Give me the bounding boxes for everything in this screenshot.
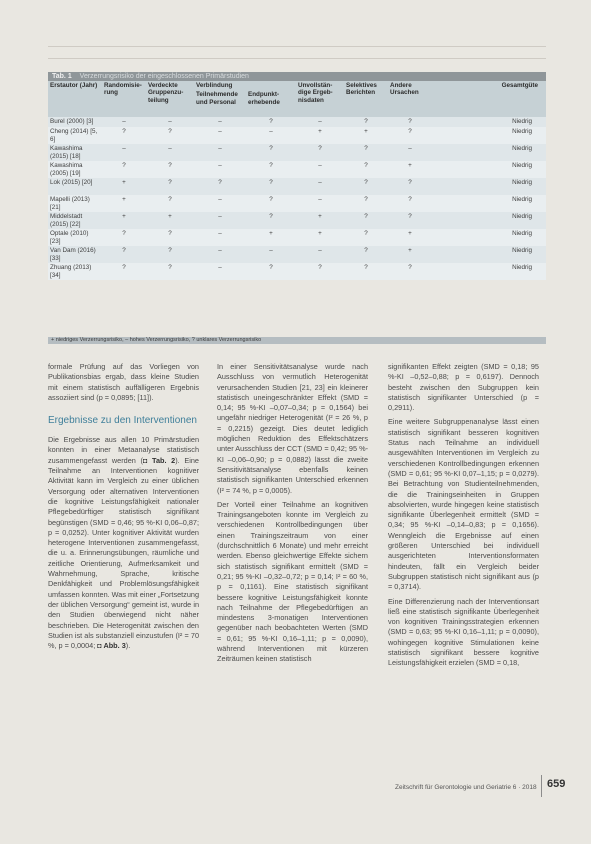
cell-rating: ? <box>146 246 194 263</box>
cell-author: Burel (2000) [3] <box>48 117 102 127</box>
top-rule-2 <box>48 58 546 59</box>
text-column-2 <box>217 362 368 669</box>
cell-rating: + <box>344 127 388 144</box>
cell-rating: ? <box>102 246 146 263</box>
table-caption: Verzerrungsrisiko der eingeschlossenen Primärstudien <box>79 73 249 80</box>
cell-rating: ? <box>344 178 388 195</box>
table-row <box>48 117 546 127</box>
header-incomplete: Unvollstän-dige Ergeb-nisdaten <box>296 81 344 117</box>
cell-rating: – <box>146 117 194 127</box>
cell-rating: ? <box>344 161 388 178</box>
cell-rating: ? <box>344 195 388 212</box>
cell-author: Lok (2015) [20] <box>48 178 102 195</box>
cell-rating: + <box>388 229 432 246</box>
cell-rating: – <box>296 178 344 195</box>
table-row <box>48 229 546 246</box>
cell-rating: ? <box>344 246 388 263</box>
cell-quality: Niedrig <box>432 229 546 246</box>
table-title-bar <box>48 72 546 81</box>
header-blinding: Verblindung <box>194 81 296 90</box>
cell-rating: ? <box>246 195 296 212</box>
paragraph: Eine Differenzierung nach der Interventionsart ließ eine statistisch signifikante Überlegenheit von kognitiven Trainingsstrategien erkennen (SMD = 0,63; 95 %-KI 0,16–1,11; p = 0,0090), wohingegen kognitive Stimulationen keine statistisch signifikant bessere kognitive Leistungsfähigkeit erzielen (SMD = 0,18, <box>388 596 539 668</box>
header-other: Andere Ursachen <box>388 81 432 117</box>
cell-rating: + <box>296 229 344 246</box>
paragraph: formale Prüfung auf das Vorliegen von Publikationsbias ergab, dass kleine Studien mit einem statistisch auffälligeren Ergebnis assoziiert sind (p = 0,0895; [11]). <box>48 362 199 402</box>
cell-rating: ? <box>296 263 344 280</box>
cell-rating: + <box>102 195 146 212</box>
cell-rating: ? <box>388 178 432 195</box>
table-label: Tab. 1 <box>52 73 72 80</box>
header-blind-outcome: Endpunkt-erhebende <box>246 90 296 117</box>
table-row <box>48 212 546 229</box>
cell-rating: ? <box>388 117 432 127</box>
text-run: ). <box>125 641 131 651</box>
cell-rating: ? <box>344 229 388 246</box>
cell-quality: Niedrig <box>432 195 546 212</box>
cell-rating: ? <box>388 127 432 144</box>
cell-rating: ? <box>344 144 388 161</box>
header-selective: Selektives Berichten <box>344 81 388 117</box>
cell-rating: – <box>246 246 296 263</box>
cell-rating: + <box>296 127 344 144</box>
cell-rating: ? <box>344 263 388 280</box>
cell-rating: ? <box>388 263 432 280</box>
cell-rating: ? <box>146 178 194 195</box>
table-row <box>48 161 546 178</box>
cell-rating: – <box>102 144 146 161</box>
cell-rating: – <box>194 127 246 144</box>
figure-reference-link[interactable]: ◘ Abb. 3 <box>97 641 126 651</box>
text-run: Die Ergebnisse aus allen 10 Primärstudien konnten in einer Metaanalyse statistisch zusammengefasst werden ( <box>48 435 199 465</box>
journal-name: Zeitschrift für Gerontologie und Geriatrie 6 · 2018 <box>395 784 537 791</box>
table-row <box>48 178 546 195</box>
cell-rating: ? <box>246 161 296 178</box>
cell-rating: ? <box>102 127 146 144</box>
cell-rating: + <box>388 246 432 263</box>
cell-rating: ? <box>102 263 146 280</box>
cell-author: Zhuang (2013) [34] <box>48 263 102 280</box>
cell-rating: ? <box>246 144 296 161</box>
cell-quality: Niedrig <box>432 263 546 280</box>
text-column-1 <box>48 362 199 655</box>
cell-rating: ? <box>246 178 296 195</box>
cell-rating: ? <box>146 229 194 246</box>
cell-rating: – <box>296 246 344 263</box>
header-randomization: Randomisie-rung <box>102 81 146 117</box>
top-rule <box>48 46 546 47</box>
section-heading: Ergebnisse zu den Interventionen <box>48 415 197 427</box>
cell-author: Middelstadt (2015) [22] <box>48 212 102 229</box>
cell-author: Cheng (2014) [5, 6] <box>48 127 102 144</box>
cell-quality: Niedrig <box>432 178 546 195</box>
cell-rating: – <box>102 117 146 127</box>
cell-rating: ? <box>146 161 194 178</box>
cell-rating: ? <box>146 195 194 212</box>
cell-rating: + <box>146 212 194 229</box>
cell-rating: ? <box>246 263 296 280</box>
header-concealment: Verdeckte Gruppenzu-teilung <box>146 81 194 117</box>
cell-rating: ? <box>296 144 344 161</box>
cell-rating: – <box>388 144 432 161</box>
cell-rating: ? <box>194 178 246 195</box>
paragraph: In einer Sensitivitätsanalyse wurde nach Ausschluss von vermutlich Heterogenität verursachenden Studien [21, 23] ein kleinerer statistisch uneingeschränkter Effekt (SMD = 0,14; 95 %-KI –0,07–0,34; p = 0,1564) bei ungefähr niedriger Heterogenität (I² = 26 %, p = 0,2215) gezeigt. Dies deutet lediglich möglichen Reduktion des Effektschätzers unter Ausschluss der CCT (SMD = 0,42; 95 %-KI –0,06–0,90; p = 0,0882) lässt die zweite Sensitivitätsanalyse ebenfalls keinen statistisch signifikanten Unterschied erkennen (I² = 74 %, p = 0,0005). <box>217 362 368 495</box>
cell-rating: ? <box>146 127 194 144</box>
cell-rating: + <box>246 229 296 246</box>
cell-rating: – <box>194 246 246 263</box>
cell-rating: ? <box>344 212 388 229</box>
cell-rating: + <box>296 212 344 229</box>
cell-author: Kawashima (2015) [18] <box>48 144 102 161</box>
cell-rating: – <box>194 229 246 246</box>
table-row <box>48 127 546 144</box>
cell-rating: – <box>146 144 194 161</box>
table-row <box>48 246 546 263</box>
cell-rating: ? <box>102 161 146 178</box>
cell-rating: – <box>194 195 246 212</box>
cell-rating: + <box>102 212 146 229</box>
cell-rating: – <box>296 195 344 212</box>
page-number: 659 <box>547 778 566 790</box>
cell-rating: – <box>296 161 344 178</box>
cell-rating: ? <box>246 212 296 229</box>
paragraph <box>48 435 199 651</box>
cell-author: Mapelli (2013) [21] <box>48 195 102 212</box>
cell-rating: + <box>388 161 432 178</box>
cell-rating: + <box>102 178 146 195</box>
header-quality: Gesamtgüte <box>432 81 546 117</box>
cell-quality: Niedrig <box>432 212 546 229</box>
risk-of-bias-table <box>48 81 546 280</box>
cell-rating: ? <box>388 195 432 212</box>
cell-rating: ? <box>146 263 194 280</box>
cell-quality: Niedrig <box>432 246 546 263</box>
table-row <box>48 195 546 212</box>
header-blind-participants: Teilnehmende und Personal <box>194 90 246 117</box>
cell-rating: – <box>194 117 246 127</box>
cell-rating: – <box>246 127 296 144</box>
cell-rating: ? <box>388 212 432 229</box>
cell-author: Van Dam (2016) [33] <box>48 246 102 263</box>
paragraph: Eine weitere Subgruppenanalyse lässt einen statistisch signifikant besseren kognitiven Status nach Teilnahme an individuell ausgewählten Interventionen im Vergleich zu verschiedenen Kontrollbedingungen erkennen (SMD = 0,61; 95 %-KI 0,07–1,15; p = 0,0279). Bei Betrachtung von Studienteilnehmenden, die die Trainingseinheiten in Gruppen absolvierten, wurde hingegen keine statistisch signifikante Überlegenheit ermittelt (SMD = 0,34; 95 %-KI –0,14–0,83; p = 0,1656). Wenngleich die Ergebnisse auf einen größeren Unterschied bei individuell ausgerichteten Interventionsformaten hindeuten, fällt ein Vergleich beider Subgruppen statistisch nicht signifikant aus (p = 0,3714). <box>388 417 539 592</box>
table-reference-link[interactable]: ◘ Tab. 2 <box>142 455 176 465</box>
paragraph: signifikanten Effekt zeigten (SMD = 0,18; 95 %-KI –0,52–0,88; p = 0,6197). Dennoch besteht zwischen den Subgruppen kein statistisch signifikanter Unterschied (p = 0,2911). <box>388 362 539 413</box>
footer-divider <box>541 775 542 797</box>
text-run: ). Eine Teilnahme an Interventionen kognitiver Aktivität kann im Vergleich zu einer üblichen Versorgung oder alternativen Interventionen die kognitive Leistungsfähigkeit nationaler Pflegebedürftiger statistisch signifikant begünstigen (SMD = 0,46; 95 %-KI 0,06–0,87; p = 0,0252). Unter kognitiver Aktivität wurden heterogene Interventionen zusammengefasst, die u. a. Erinnerungsübungen, räumliche und zeitliche Orientierung, Aufmerksamkeit und Wahrnehmung, Sprache, kritische Denkfähigkeit und Problemlösungsfähigkeit umfassen konnten. Was mit einer „Fortsetzung der üblichen Versorgung“ gemeint ist, wurde in den Studien überwiegend nicht näher beschrieben. Die Heterogenität zwischen den Studien ist als substanziell einzustufen (I² = 70 %, p = 0,0004; <box>48 455 200 651</box>
header-author: Erstautor (Jahr) <box>48 81 102 117</box>
cell-rating: – <box>296 117 344 127</box>
cell-rating: – <box>194 263 246 280</box>
cell-rating: ? <box>344 117 388 127</box>
table-footnote: + niedriges Verzerrungsrisiko, – hohes Verzerrungsrisiko, ? unklares Verzerrungsrisiko <box>48 337 546 344</box>
cell-rating: ? <box>246 117 296 127</box>
table-row <box>48 263 546 280</box>
cell-quality: Niedrig <box>432 144 546 161</box>
cell-rating: – <box>194 212 246 229</box>
cell-author: Optale (2010) [23] <box>48 229 102 246</box>
paragraph: Der Vorteil einer Teilnahme an kognitiven Trainingsangeboten konnte im Vergleich zu verschiedenen Kontrollbedingungen über einen Trainingszeitraum von einer (durchschnittlich 6 Monate) und mehr erreicht werden. Ebenso gleichwertige Effekte sichern sich statistisch signifikant ermittelt (SMD = 0,21; 95 %-KI –0,32–0,72; p = 0,14; I² = 60 %, p = 0,1161). Eine statistisch signifikant bessere kognitive Leistungsfähigkeit konnte nach Teilnahme der Pflegebedürftigen an mindestens 3-monatigen Interventionen gegenüber nach beobachteten Werten (SMD = 0,61; 95 %-KI 0,16–1,11; p = 0,0090), während Interventionen mit kürzeren Zeiträumen keinen statistisch <box>217 499 368 664</box>
cell-quality: Niedrig <box>432 161 546 178</box>
cell-quality: Niedrig <box>432 117 546 127</box>
cell-rating: ? <box>102 229 146 246</box>
cell-rating: – <box>194 161 246 178</box>
table-row <box>48 144 546 161</box>
cell-rating: – <box>194 144 246 161</box>
cell-author: Kawashima (2005) [19] <box>48 161 102 178</box>
text-column-3 <box>388 362 539 673</box>
cell-quality: Niedrig <box>432 127 546 144</box>
